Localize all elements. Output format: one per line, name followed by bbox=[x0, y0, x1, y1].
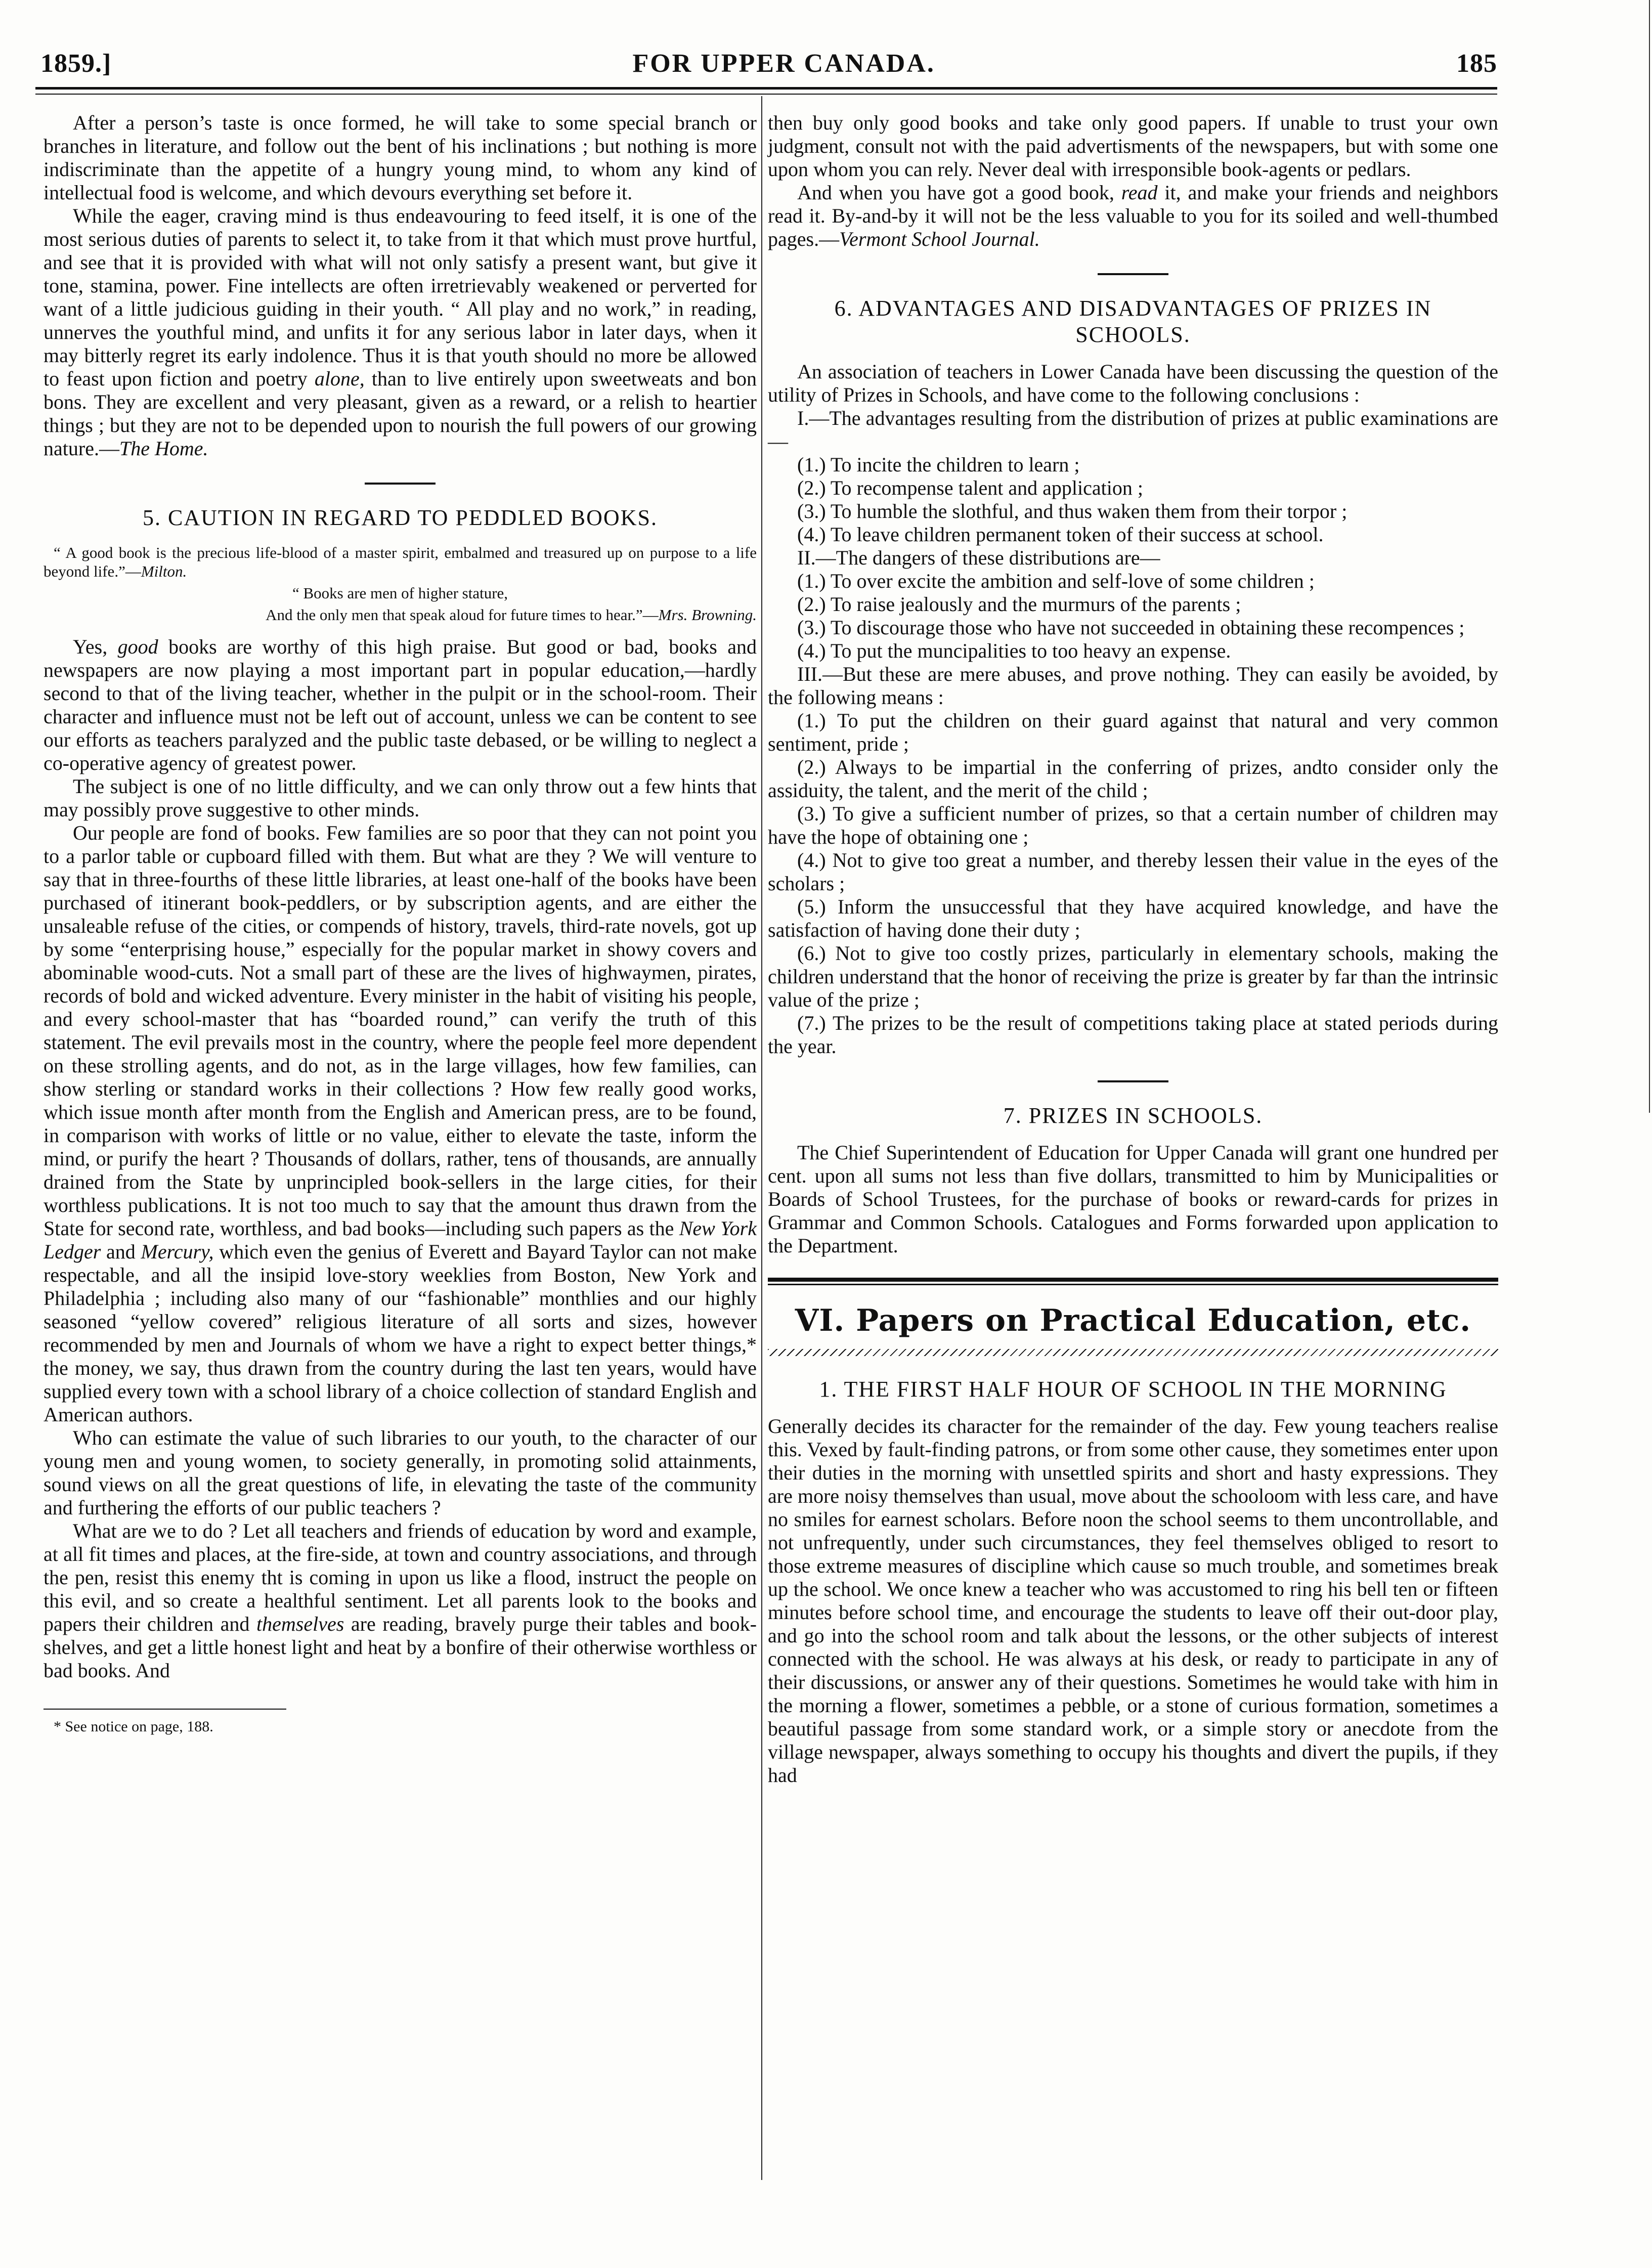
left-column bbox=[44, 111, 757, 1736]
paragraph-then-buy: then buy only good books and take only good papers. If unable to trust your own judgment, consult not with the paid advertisments of the newspapers, but with some one upon whom you can rely. Never deal with irresponsible book-agents or pedlars. bbox=[768, 111, 1498, 181]
column-divider bbox=[761, 96, 762, 2180]
list-item: (3.) To discourage those who have not succeeded in obtaining these recompences ; bbox=[797, 616, 1465, 639]
list-item: (2.) To raise jealously and the murmurs of the parents ; bbox=[797, 593, 1241, 616]
list-item: (3.) To humble the slothful, and thus waken them from their torpor ; bbox=[797, 500, 1347, 522]
list-item: (4.) To leave children permanent token of their success at school. bbox=[797, 523, 1324, 546]
section-divider bbox=[365, 483, 436, 485]
section-1-heading: 1. THE FIRST HALF HOUR OF SCHOOL IN THE MORNING bbox=[819, 1377, 1447, 1402]
part-rule-thin bbox=[768, 1284, 1498, 1285]
paragraph-yes-good-books: Yes, good books are worthy of this high praise. But good or bad, books and newspapers are now playing a most important part in popular education,—hardly second to that of the living teacher, whether in the pulpit or in the school-room. Their character and influence must not be left out of account, unless we can be content to see our efforts as teachers paralyzed and the public taste debased, or be willing to neglect a co-operative agency of greatest power. bbox=[44, 635, 757, 774]
header-page-number: 185 bbox=[1456, 49, 1497, 78]
paragraph-generally-decides: Generally decides its character for the remainder of the day. Few young teachers realise this. Vexed by fault-finding patrons, or from some other cause, they sometimes enter upon their duties in the morning with unsettled spirits and short and hasty expressions. They are more noisy themselves than usual, move about the schooloom with less care, and have no smiles for earnest scholars. Before noon the school seems to them uncontrollable, and not unfrequently, under such circumstances, they feel themselves obliged to resort to those extreme measures of discipline which cause so much trouble, and sometimes break up the school. We once knew a teacher who was accustomed to ring his bell ten or fifteen minutes before school time, and encourage the students to leave off their out-door play, and go into the school room and talk about the lessons, or the other subjects of interest connected with the school. He was always at his desk, or ready to participate in any of their discussions, or answer any of their questions. Sometimes he would take with him in the morning a flower, sometimes a pebble, or a stone of curious formation, sometimes a beautiful passage from some standard work, or a simple story or anecdote from the village newspaper, always something to occupy his thoughts and divert the pupils, if they had bbox=[768, 1415, 1498, 1786]
list-intro-advantages: I.—The advantages resulting from the distribution of prizes at public examinations are— bbox=[768, 407, 1498, 453]
part-rule bbox=[768, 1278, 1498, 1282]
ornamental-rule bbox=[768, 1349, 1498, 1356]
list-item: (2.) To recompense talent and application ; bbox=[797, 476, 1144, 499]
header-rule-thin bbox=[35, 94, 1497, 95]
header-title: FOR UPPER CANADA. bbox=[632, 49, 935, 78]
section-divider bbox=[1098, 1080, 1168, 1082]
section-7-heading: 7. PRIZES IN SCHOOLS. bbox=[1003, 1103, 1263, 1128]
paragraph-association: An association of teachers in Lower Canada have been discussing the question of the utility of Prizes in Schools, and have come to the following conclusions : bbox=[768, 360, 1498, 406]
section-6-heading: 6. ADVANTAGES AND DISADVANTAGES OF PRIZES IN SCHOOLS. bbox=[834, 296, 1432, 347]
list-item: (1.) To over excite the ambition and self-love of some children ; bbox=[797, 570, 1315, 592]
footnote: * See notice on page, 188. bbox=[54, 1718, 213, 1735]
section-divider bbox=[1098, 273, 1168, 275]
paragraph-what-are-we-to-do: What are we to do ? Let all teachers and friends of education by word and example, at all fit times and places, at the fire-side, at town and country associations, and through the pen, resist this enemy tht is coming in upon us like a flood, instruct the people on this evil, and so create a healthful sentiment. Let all parents look to the books and papers their children and themselves are reading, bravely purge their tables and book-shelves, and get a little honest light and heat by a bonfire of their otherwise worthless or bad books. And bbox=[44, 1519, 757, 1682]
epigraph-browning-line-2: And the only men that speak aloud for future times to hear.”—Mrs. Browning. bbox=[266, 606, 757, 624]
section-5-heading: 5. CAUTION IN REGARD TO PEDDLED BOOKS. bbox=[143, 505, 658, 530]
list-item: (1.) To incite the children to learn ; bbox=[797, 453, 1080, 476]
paragraph-subject: The subject is one of no little difficulty, and we can only throw out a few hints that may possibly prove suggestive to other minds. bbox=[44, 775, 757, 821]
list-item: (2.) Always to be impartial in the conferring of prizes, andto consider only the assiduity, the talent, and the merit of the child ; bbox=[768, 756, 1498, 802]
list-item: (4.) To put the muncipalities to too heavy an expense. bbox=[797, 639, 1231, 662]
list-item: (1.) To put the children on their guard against that natural and very common sentiment, pride ; bbox=[768, 709, 1498, 755]
paragraph-taste: After a person’s taste is once formed, he will take to some special branch or branches in literature, and follow out the bent of his inclinations ; but nothing is more indiscriminate than the appetite of a hungry young mind, to whom any kind of intellectual food is welcome, and which devours everything set before it. bbox=[44, 111, 757, 204]
paragraph-when-good-book: And when you have got a good book, read it, and make your friends and neighbors read it. By-and-by it will not be the less valuable to you for its soiled and well-thumbed pages.—Vermont School Journal. bbox=[768, 181, 1499, 250]
paragraph-fond-of-books: Our people are fond of books. Few families are so poor that they can not point you to a parlor table or cupboard filled with them. But what are they ? We will venture to say that in three-fourths of these little libraries, at least one-half of the books have been purchased of itinerant book-peddlers, or by subscription agents, and are either the unsaleable refuse of the cities, or compends of history, travels, third-rate novels, got up by some “enterprising house,” especially for the popular market in showy covers and abominable wood-cuts. Not a small part of these are the lives of highwaymen, pirates, records of bold and wicked adventure. Every minister in the habit of visiting his people, and every school-master that has “boarded round,” can verify the truth of this statement. The evil prevails most in the country, where the people feel more dependent on these strolling agents, and do not, as in the large villages, how few families, can show sterling or standard works in their collections ? How few really good works, which issue month after month from the English and American press, are to be found, in comparison with works of little or no value, either to elevate the taste, inform the mind, or purify the heart ? Thousands of dollars, rather, tens of thousands, are annually drained from the State by unprincipled book-sellers in the large cities, for their worthless publications. It is not too much to say that the amount thus drawn from the State for second rate, worthless, and bad books—including such papers as the New York Ledger and Mercury, which even the genius of Everett and Bayard Taylor can not make respectable, and all the insipid love-story weeklies from Boston, New York and Philadelphia ; including also many of our “fashionable” monthlies and our highly seasoned “yellow covered” religious literature of all sorts and sizes, however recommended by men and Journals of whom we have a right to expect better things,* the money, we say, thus drawn from the country during the last ten years, would have supplied every town with a school library of a choice collection of standard English and American authors. bbox=[44, 821, 757, 1426]
list-intro-means: III.—But these are mere abuses, and prove nothing. They can easily be avoided, by the following means : bbox=[768, 663, 1498, 709]
paragraph-who-can-estimate: Who can estimate the value of such libraries to our youth, to the character of our young men and young women, to society generally, in promoting solid attainments, sound views on all the great questions of life, in elevating the taste of the community and furthering the efforts of our public teachers ? bbox=[44, 1426, 757, 1519]
list-item: (7.) The prizes to be the result of competitions taking place at stated periods during the year. bbox=[768, 1012, 1498, 1058]
paragraph-eager: While the eager, craving mind is thus endeavouring to feed itself, it is one of the most serious duties of parents to select it, to take from it that which must prove hurtful, and see that it is provided with what will not only satisfy a present want, but give it tone, stamina, power. Fine intellects are often irretrievably weakened or perverted for want of a little judicious guiding in their youth. “ All play and no work,” in reading, unnerves the youthful mind, and unfits it for any serious labor in later days, when it may bitterly regret its early indolence. Thus it is that youth should no more be allowed to feast upon fiction and poetry alone, than to live entirely upon sweetweats and bon bons. They are excellent and very pleasant, given as a reward, or a relish to heartier things ; but they are not to be depended upon to nourish the full powers of our growing nature.—The Home. bbox=[44, 204, 757, 460]
part-vi-heading: VI. Papers on Practical Education, etc. bbox=[795, 1303, 1471, 1338]
list-item: (5.) Inform the unsuccessful that they have acquired knowledge, and have the satisfaction of having done their duty ; bbox=[768, 895, 1498, 941]
margin-rule bbox=[1649, 0, 1650, 1113]
epigraph-browning-line-1: “ Books are men of higher stature, bbox=[292, 584, 508, 602]
footnote-rule bbox=[44, 1709, 286, 1710]
paragraph-chief-superintendent: The Chief Superintendent of Education for Upper Canada will grant one hundred per cent. upon all sums not less than five dollars, transmitted to him by Municipalities or Boards of School Trustees, for the purchase of books or reward-cards for prizes in Grammar and Common Schools. Catalogues and Forms forwarded upon application to the Department. bbox=[768, 1141, 1498, 1257]
list-item: (6.) Not to give too costly prizes, particularly in elementary schools, making the children understand that the honor of receiving the prize is greater by far than the intrinsic value of the prize ; bbox=[768, 942, 1498, 1011]
list-item: (3.) To give a sufficient number of prizes, so that a certain number of children may have the hope of obtaining one ; bbox=[768, 802, 1498, 848]
header-rule bbox=[35, 87, 1497, 90]
list-intro-dangers: II.—The dangers of these distributions are— bbox=[797, 546, 1160, 569]
epigraph-milton: “ A good book is the precious life-blood of a master spirit, embalmed and treasured up on purpose to a life beyond life.”—Milton. bbox=[44, 544, 757, 580]
right-column bbox=[768, 111, 1498, 1787]
header-year: 1859.] bbox=[40, 49, 112, 78]
list-item: (4.) Not to give too great a number, and thereby lessen their value in the eyes of the scholars ; bbox=[768, 849, 1498, 895]
running-header bbox=[40, 40, 1497, 86]
